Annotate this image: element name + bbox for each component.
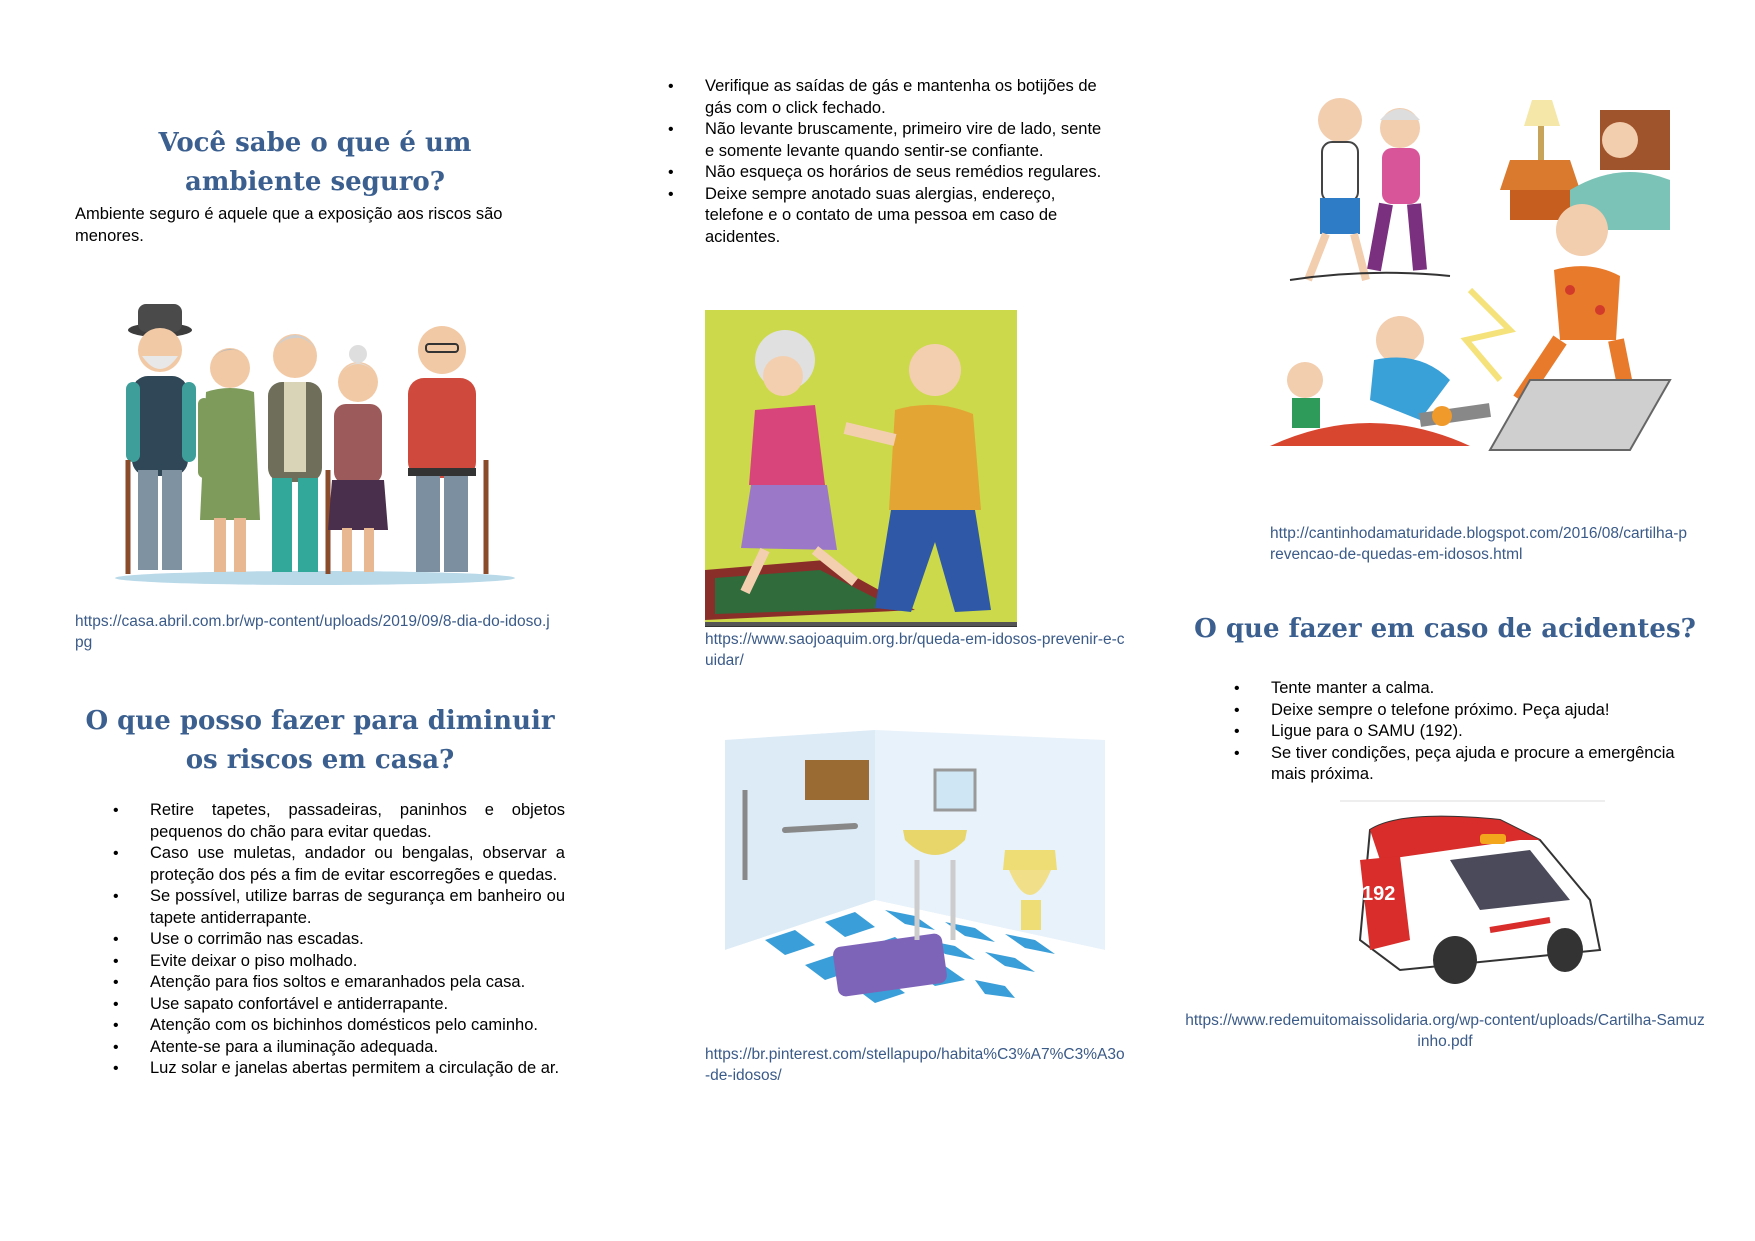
falling-elderly-man-and-child [1270,316,1490,446]
elderly-woman-purple-skirt [328,345,388,572]
elderly-activities-illustration [1270,80,1690,500]
accident-steps-list [1196,678,1676,786]
list-item: • Use sapato confortável e antiderrapante. [75,994,565,1016]
wall-cabinet [805,760,869,800]
list-item: • Luz solar e janelas abertas permitem a circulação de ar. [75,1058,565,1080]
list-item: • Se tiver condições, peça ajuda e procure a emergência mais próxima. [1196,743,1676,786]
list-item: • Não esqueça os horários de seus remédios regulares. [630,162,1110,184]
heading-safe-environment: Você sabe o que é um ambiente seguro? [158,128,472,197]
list-item: • Deixe sempre anotado suas alergias, endereço, telefone e o contato de uma pessoa em caso de acidentes. [630,184,1110,249]
list-item: • Verifique as saídas de gás e mantenha os botijões de gás com o click fechado. [630,76,1110,119]
elderly-man-red-shirt [408,326,486,574]
ambulance-illustration [1340,800,1605,990]
walking-couple [1290,98,1450,280]
list-item: • Atenção com os bichinhos domésticos pelo caminho. [75,1015,565,1037]
heading-reduce-risks: O que posso fazer para diminuir os riscos em casa? [85,706,555,775]
elderly-woman-green-dress [198,348,260,572]
image-underline [705,622,1017,626]
list-item: • Evite deixar o piso molhado. [75,951,565,973]
image-source-link-4[interactable]: http://cantinhodamaturidade.blogspot.com/2016/08/cartilha-prevencao-de-quedas-em-idosos.html [1270,525,1688,563]
accessible-bathroom-illustration [705,730,1115,1030]
risk-tips-list [75,800,565,1080]
list-item: • Se possível, utilize barras de segurança em banheiro ou tapete antiderrapante. [75,886,565,929]
list-item: • Atente-se para a iluminação adequada. [75,1037,565,1059]
list-item: • Não levante bruscamente, primeiro vire de lado, sente e somente levante quando sentir-se confiante. [630,119,1110,162]
list-item: • Use o corrimão nas escadas. [75,929,565,951]
list-item: • Caso use muletas, andador ou bengalas, observar a proteção dos pés a fim de evitar escorregões e quedas. [75,843,565,886]
list-item: • Atenção para fios soltos e emaranhados pela casa. [75,972,565,994]
fall-on-rug-illustration [705,310,1017,628]
image-source-link-3[interactable]: https://br.pinterest.com/stellapupo/habita%C3%A7%C3%A3o-de-idosos/ [705,1046,1125,1084]
image-source-link-2[interactable]: https://www.saojoaquim.org.br/queda-em-idosos-prevenir-e-cuidar/ [705,631,1125,669]
ambulance-number: 192 [1362,883,1396,905]
elderly-man-with-hat [126,304,196,574]
ambulance-siren [1480,834,1506,844]
image-source-link-1[interactable]: https://casa.abril.com.br/wp-content/uploads/2019/09/8-dia-do-idoso.jpg [75,613,550,651]
list-item: • Tente manter a calma. [1196,678,1676,700]
image-source-link-5[interactable]: https://www.redemuitomaissolidaria.org/wp-content/uploads/Cartilha-Samuzinho.pdf [1185,1012,1705,1050]
list-item: • Deixe sempre o telefone próximo. Peça ajuda! [1196,700,1676,722]
heading-what-to-do-accidents: O que fazer em caso de acidentes? [1194,614,1696,644]
list-item: • Ligue para o SAMU (192). [1196,721,1676,743]
elderly-group-illustration [90,290,530,590]
elderly-man-vest [268,334,328,574]
safety-tips-list [630,76,1110,248]
toilet [1003,850,1057,870]
list-item: • Retire tapetes, passadeiras, paninhos e objetos pequenos do chão para evitar quedas. [75,800,565,843]
intro-paragraph: Ambiente seguro é aquele que a exposição aos riscos são menores. [75,205,503,245]
tripping-elderly-man [1466,204,1670,450]
